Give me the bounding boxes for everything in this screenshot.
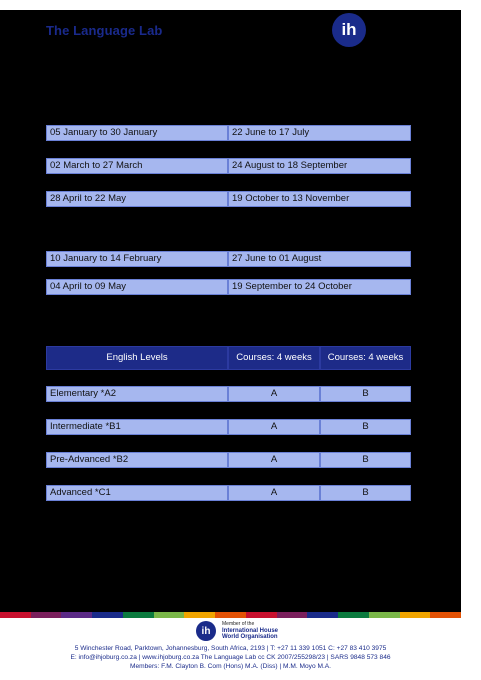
org-line: Member of the: [222, 621, 255, 627]
date-cell: 22 June to 17 July: [228, 125, 411, 141]
ih-logo-icon: ih: [332, 13, 366, 47]
header-english-levels: English Levels: [46, 346, 228, 370]
date-row: [46, 251, 411, 267]
level-course-b: B: [320, 386, 411, 402]
date-cell: 02 March to 27 March: [46, 158, 228, 174]
date-cell: 10 January to 14 February: [46, 251, 228, 267]
footer-members: Members: F.M. Clayton B. Com (Hons) M.A. (Diss) | M.M. Moyo M.A.: [129, 663, 331, 670]
footer-address: 5 Winchester Road, Parktown, Johannesburg, South Africa, 2193 | T: +27 11 339 1051 C: +27 83 410 3975: [74, 645, 387, 652]
org-line: International House: [222, 627, 279, 634]
date-cell: 19 September to 24 October: [228, 279, 411, 295]
level-course-b: B: [320, 452, 411, 468]
level-course-b: B: [320, 419, 411, 435]
date-cell: 04 April to 09 May: [46, 279, 228, 295]
ih-footer-logo-icon: ih: [196, 621, 216, 641]
brand-title: The Language Lab: [46, 23, 163, 38]
date-row: [46, 125, 411, 141]
org-line: World Organisation: [222, 634, 278, 640]
level-course-a: A: [228, 386, 320, 402]
header-courses-b: Courses: 4 weeks: [320, 346, 411, 370]
table-row: [46, 485, 411, 501]
level-course-a: A: [228, 419, 320, 435]
content-panel: [0, 10, 461, 613]
level-name: Pre-Advanced *B2: [46, 452, 228, 468]
level-name: Advanced *C1: [46, 485, 228, 501]
date-cell: 28 April to 22 May: [46, 191, 228, 207]
date-cell: 19 October to 13 November: [228, 191, 411, 207]
header-courses-a: Courses: 4 weeks: [228, 346, 320, 370]
date-cell: 24 August to 18 September: [228, 158, 411, 174]
date-row: [46, 158, 411, 174]
table-row: [46, 386, 411, 402]
table-row: [46, 452, 411, 468]
table-row: [46, 419, 411, 435]
level-course-a: A: [228, 485, 320, 501]
date-row: [46, 191, 411, 207]
date-cell: 05 January to 30 January: [46, 125, 228, 141]
level-name: Elementary *A2: [46, 386, 228, 402]
levels-table-header: [46, 346, 411, 370]
level-course-b: B: [320, 485, 411, 501]
date-cell: 27 June to 01 August: [228, 251, 411, 267]
org-membership: [222, 621, 278, 641]
level-name: Intermediate *B1: [46, 419, 228, 435]
date-row: [46, 279, 411, 295]
footer: [0, 618, 461, 680]
level-course-a: A: [228, 452, 320, 468]
footer-contact[interactable]: E: info@ihjoburg.co.za | www.ihjoburg.co.za The Language Lab cc CK 2007/255298/23 | SARS 9848 573 846: [70, 654, 391, 661]
